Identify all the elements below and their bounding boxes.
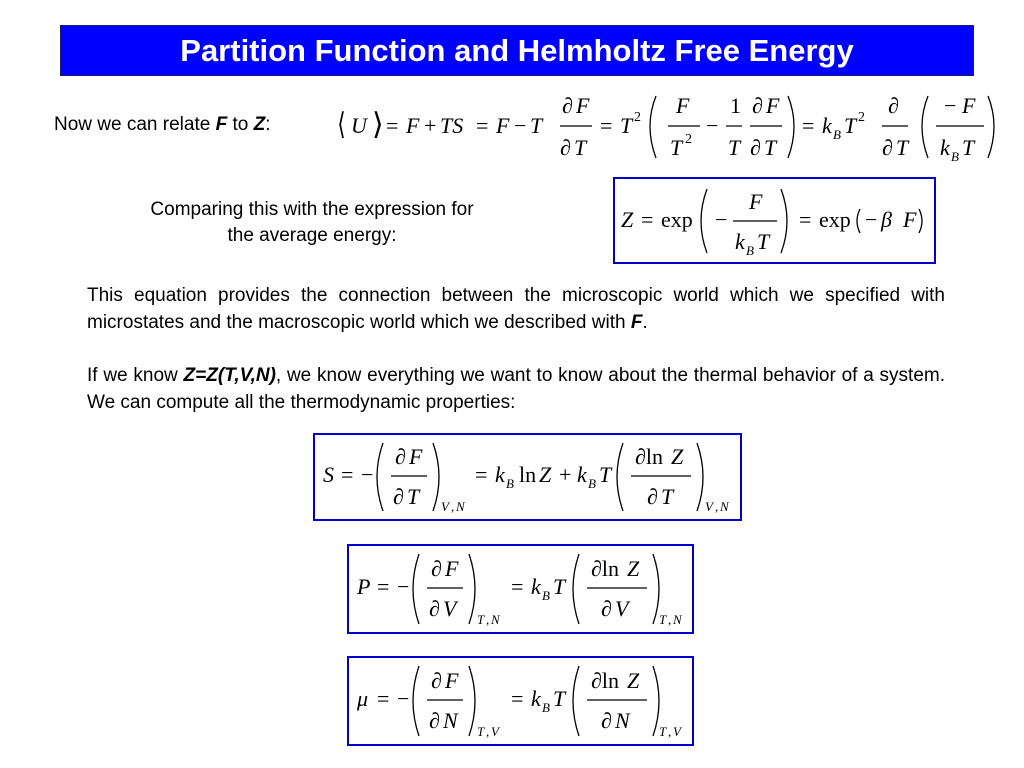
svg-text:=: = <box>802 113 815 138</box>
svg-text:B: B <box>542 588 550 603</box>
svg-text:T: T <box>757 229 770 254</box>
svg-text:T: T <box>599 462 612 487</box>
svg-text:T: T <box>659 724 667 739</box>
svg-text:F: F <box>496 113 510 138</box>
var-f-inline: F <box>630 312 643 333</box>
svg-text:T: T <box>553 686 566 711</box>
chemical-potential-equation <box>349 658 692 744</box>
pressure-equation <box>349 546 692 632</box>
svg-text:μ: μ <box>357 686 369 711</box>
svg-text:=: = <box>641 207 654 232</box>
svg-text:F: F <box>962 93 976 118</box>
svg-text:,: , <box>715 499 719 514</box>
svg-text:∂ln: ∂ln <box>591 668 619 693</box>
svg-text:Z: Z <box>671 444 684 469</box>
svg-text:B: B <box>746 243 754 258</box>
svg-text:,: , <box>668 612 672 627</box>
svg-text:T: T <box>407 484 420 509</box>
svg-text:T: T <box>661 484 674 509</box>
svg-text:∂: ∂ <box>750 135 761 160</box>
svg-text:∂: ∂ <box>393 484 404 509</box>
paragraph-connection: This equation provides the connection between the microscopic world which we specified with microstates and the macroscopic world which we described with F. <box>87 285 945 333</box>
svg-text:,: , <box>668 724 672 739</box>
svg-text:F: F <box>409 444 423 469</box>
svg-text:T: T <box>659 612 667 627</box>
slide-title: Partition Function and Helmholtz Free Energy <box>180 32 854 68</box>
chemical-potential-equation-box <box>347 656 694 746</box>
svg-text:F: F <box>766 93 780 118</box>
svg-text:N: N <box>673 612 682 627</box>
svg-text:F: F <box>903 207 917 232</box>
svg-text:V: V <box>491 724 499 739</box>
svg-text:N: N <box>456 499 465 514</box>
svg-text:∂: ∂ <box>562 93 573 118</box>
svg-text:V: V <box>441 499 449 514</box>
paragraph-thermal: If we know Z=Z(T,V,N), we know everything we want to know about the thermal behavior of a system. We can compute all the thermodynamic properties: <box>87 365 945 413</box>
partition-equation-box <box>613 177 936 264</box>
svg-text:∂ln: ∂ln <box>591 556 619 581</box>
svg-text:exp: exp <box>661 207 693 232</box>
svg-text:∂: ∂ <box>395 444 406 469</box>
svg-text:N: N <box>491 612 500 627</box>
svg-text:∂: ∂ <box>431 556 442 581</box>
svg-text:−: − <box>397 686 410 711</box>
svg-text:F: F <box>406 113 420 138</box>
pressure-equation-box <box>347 544 694 634</box>
svg-text:∂: ∂ <box>560 135 571 160</box>
svg-text:F: F <box>445 668 459 693</box>
svg-text:=: = <box>475 462 488 487</box>
svg-text:k: k <box>531 574 541 599</box>
svg-text:−: − <box>706 113 719 138</box>
svg-text:∂: ∂ <box>431 668 442 693</box>
svg-text:k: k <box>577 462 587 487</box>
svg-text:+: + <box>424 113 437 138</box>
svg-text:∂: ∂ <box>601 596 612 621</box>
svg-text:N: N <box>615 708 630 733</box>
svg-text:∂: ∂ <box>752 93 763 118</box>
svg-text:k: k <box>531 686 541 711</box>
svg-text:T: T <box>553 574 566 599</box>
var-z: Z <box>253 114 266 135</box>
svg-text:T: T <box>574 135 587 160</box>
svg-text:=: = <box>511 686 524 711</box>
comparing-text: Comparing this with the expression for the average energy: <box>150 199 474 246</box>
var-f: F <box>215 114 228 135</box>
svg-text:=: = <box>600 113 613 138</box>
svg-text:−: − <box>514 113 527 138</box>
svg-text:−: − <box>397 574 410 599</box>
svg-text:T: T <box>728 135 741 160</box>
svg-text:∂: ∂ <box>882 135 893 160</box>
svg-text:2: 2 <box>634 110 641 125</box>
svg-text:V: V <box>673 724 681 739</box>
svg-text:∂: ∂ <box>429 596 440 621</box>
svg-text:,: , <box>486 724 490 739</box>
svg-text:B: B <box>506 476 514 491</box>
svg-text:P: P <box>357 574 371 599</box>
svg-text:T: T <box>530 113 543 138</box>
svg-text:=: = <box>341 462 354 487</box>
svg-text:=: = <box>377 686 390 711</box>
svg-text:exp: exp <box>819 207 851 232</box>
svg-text:T: T <box>896 135 909 160</box>
svg-text:=: = <box>799 207 812 232</box>
svg-text:−: − <box>944 93 957 118</box>
svg-text:−: − <box>361 462 374 487</box>
svg-text:∂: ∂ <box>429 708 440 733</box>
svg-text:k: k <box>940 135 950 160</box>
svg-text:V: V <box>443 596 457 621</box>
svg-text:k: k <box>495 462 505 487</box>
svg-text:T: T <box>844 113 857 138</box>
entropy-equation-box <box>313 433 742 521</box>
svg-text:+: + <box>559 462 572 487</box>
svg-text:TS: TS <box>440 113 464 138</box>
energy-equation <box>336 88 1006 166</box>
svg-text:Z: Z <box>621 207 634 232</box>
svg-text:T: T <box>477 612 485 627</box>
svg-text:T: T <box>620 113 633 138</box>
intro-text: Now we can relate F to Z: <box>54 114 271 135</box>
svg-text:2: 2 <box>685 132 692 147</box>
svg-text:N: N <box>443 708 458 733</box>
svg-text:∂: ∂ <box>647 484 658 509</box>
svg-text:−: − <box>715 207 728 232</box>
svg-text:∂: ∂ <box>601 708 612 733</box>
svg-text:2: 2 <box>858 110 865 125</box>
svg-text:=: = <box>476 113 489 138</box>
svg-text:T: T <box>670 135 683 160</box>
partition-equation <box>615 179 934 262</box>
svg-text:,: , <box>451 499 455 514</box>
svg-text:k: k <box>822 113 832 138</box>
svg-text:B: B <box>833 127 841 142</box>
svg-text:F: F <box>576 93 590 118</box>
title-banner <box>60 25 974 76</box>
svg-text:U: U <box>351 113 367 138</box>
svg-text:B: B <box>951 149 959 164</box>
svg-text:∂: ∂ <box>888 93 899 118</box>
svg-text:N: N <box>720 499 729 514</box>
svg-text:⟨: ⟨ <box>337 107 346 141</box>
svg-text:=: = <box>377 574 390 599</box>
svg-text:−: − <box>865 207 878 232</box>
svg-text:=: = <box>511 574 524 599</box>
svg-text:k: k <box>735 229 745 254</box>
svg-text:V: V <box>615 596 629 621</box>
svg-text:F: F <box>676 93 690 118</box>
svg-text:,: , <box>486 612 490 627</box>
svg-text:=: = <box>386 113 399 138</box>
svg-text:T: T <box>962 135 975 160</box>
svg-text:Z: Z <box>539 462 552 487</box>
svg-text:⟩: ⟩ <box>372 108 384 141</box>
svg-text:Z: Z <box>627 556 640 581</box>
svg-text:B: B <box>588 476 596 491</box>
svg-text:Z: Z <box>627 668 640 693</box>
svg-text:S: S <box>323 462 334 487</box>
svg-text:T: T <box>477 724 485 739</box>
svg-text:∂ln: ∂ln <box>635 444 663 469</box>
entropy-equation <box>315 435 740 519</box>
svg-text:F: F <box>749 189 763 214</box>
svg-text:β: β <box>881 207 892 232</box>
var-z-function: Z=Z(T,V,N) <box>183 365 276 386</box>
svg-text:V: V <box>705 499 713 514</box>
svg-text:F: F <box>445 556 459 581</box>
svg-text:ln: ln <box>519 462 537 487</box>
svg-text:1: 1 <box>730 93 741 118</box>
svg-text:T: T <box>764 135 777 160</box>
svg-text:B: B <box>542 700 550 715</box>
